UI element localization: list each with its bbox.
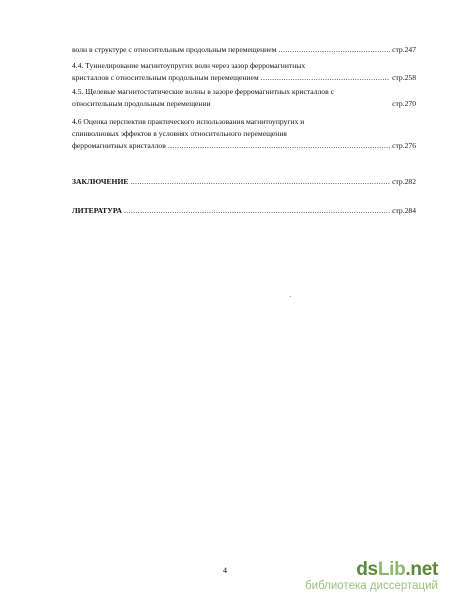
toc-entry-text: волн в структуре с относительным продольным перемещением xyxy=(72,45,277,54)
toc-line: 4.4. Туннелирование магнитоупругих волн через зазор ферромагнитных xyxy=(72,61,306,70)
watermark-subtitle: библиотека диссертаций xyxy=(305,580,438,592)
watermark-logo-lib: Lib xyxy=(377,559,406,580)
watermark-logo-ds: ds xyxy=(356,559,378,580)
toc-line: 4.6 Оценка перспектив практического использования магнитоупругих и xyxy=(72,117,305,126)
toc-entry-4-3-cont xyxy=(72,44,416,56)
toc-entry-conclusion xyxy=(72,176,416,188)
page-number: 4 xyxy=(223,566,227,575)
toc-leader-dots xyxy=(261,72,390,84)
toc-entry-4-6 xyxy=(72,116,416,152)
toc-page-ref: стр.276 xyxy=(392,141,416,150)
toc-entry-literature xyxy=(72,205,416,217)
toc-entry-text: ЗАКЛЮЧЕНИЕ xyxy=(72,177,129,186)
scan-speck xyxy=(290,296,291,297)
toc-leader-dots xyxy=(124,205,390,217)
toc-entry-text: ферромагнитных кристаллов xyxy=(72,141,166,150)
toc-line xyxy=(72,44,416,56)
toc-leader-dots xyxy=(168,140,390,152)
toc-line xyxy=(72,72,416,84)
toc-page-ref: стр.270 xyxy=(392,99,416,108)
toc-line xyxy=(72,176,416,188)
toc-page-ref: стр.284 xyxy=(392,206,416,215)
toc-line xyxy=(72,98,416,110)
toc-line xyxy=(72,205,416,217)
toc-line xyxy=(72,140,416,152)
toc-leader-dots xyxy=(278,44,390,56)
toc-page-ref: стр.258 xyxy=(392,73,416,82)
toc-leader-dots xyxy=(130,176,390,188)
watermark xyxy=(305,560,438,593)
toc-page-ref: стр.247 xyxy=(392,45,416,54)
toc-page-ref: стр.282 xyxy=(392,177,416,186)
toc-entry-4-4 xyxy=(72,60,416,84)
toc-line: 4.5. Щелевые магнитостатические волны в зазоре ферромагнитных кристаллов с xyxy=(72,87,334,96)
toc-entry-text: кристаллов с относительным продольным перемещением xyxy=(72,73,259,82)
toc-entry-text: ЛИТЕРАТУРА xyxy=(72,206,122,215)
watermark-logo xyxy=(305,560,438,580)
toc-entry-text: относительным продольным перемещении xyxy=(72,99,211,108)
toc-line: спинволновых эффектов в условиях относительного перемещения xyxy=(72,129,287,138)
toc-entry-4-5 xyxy=(72,86,416,110)
watermark-logo-net: .net xyxy=(405,559,438,580)
